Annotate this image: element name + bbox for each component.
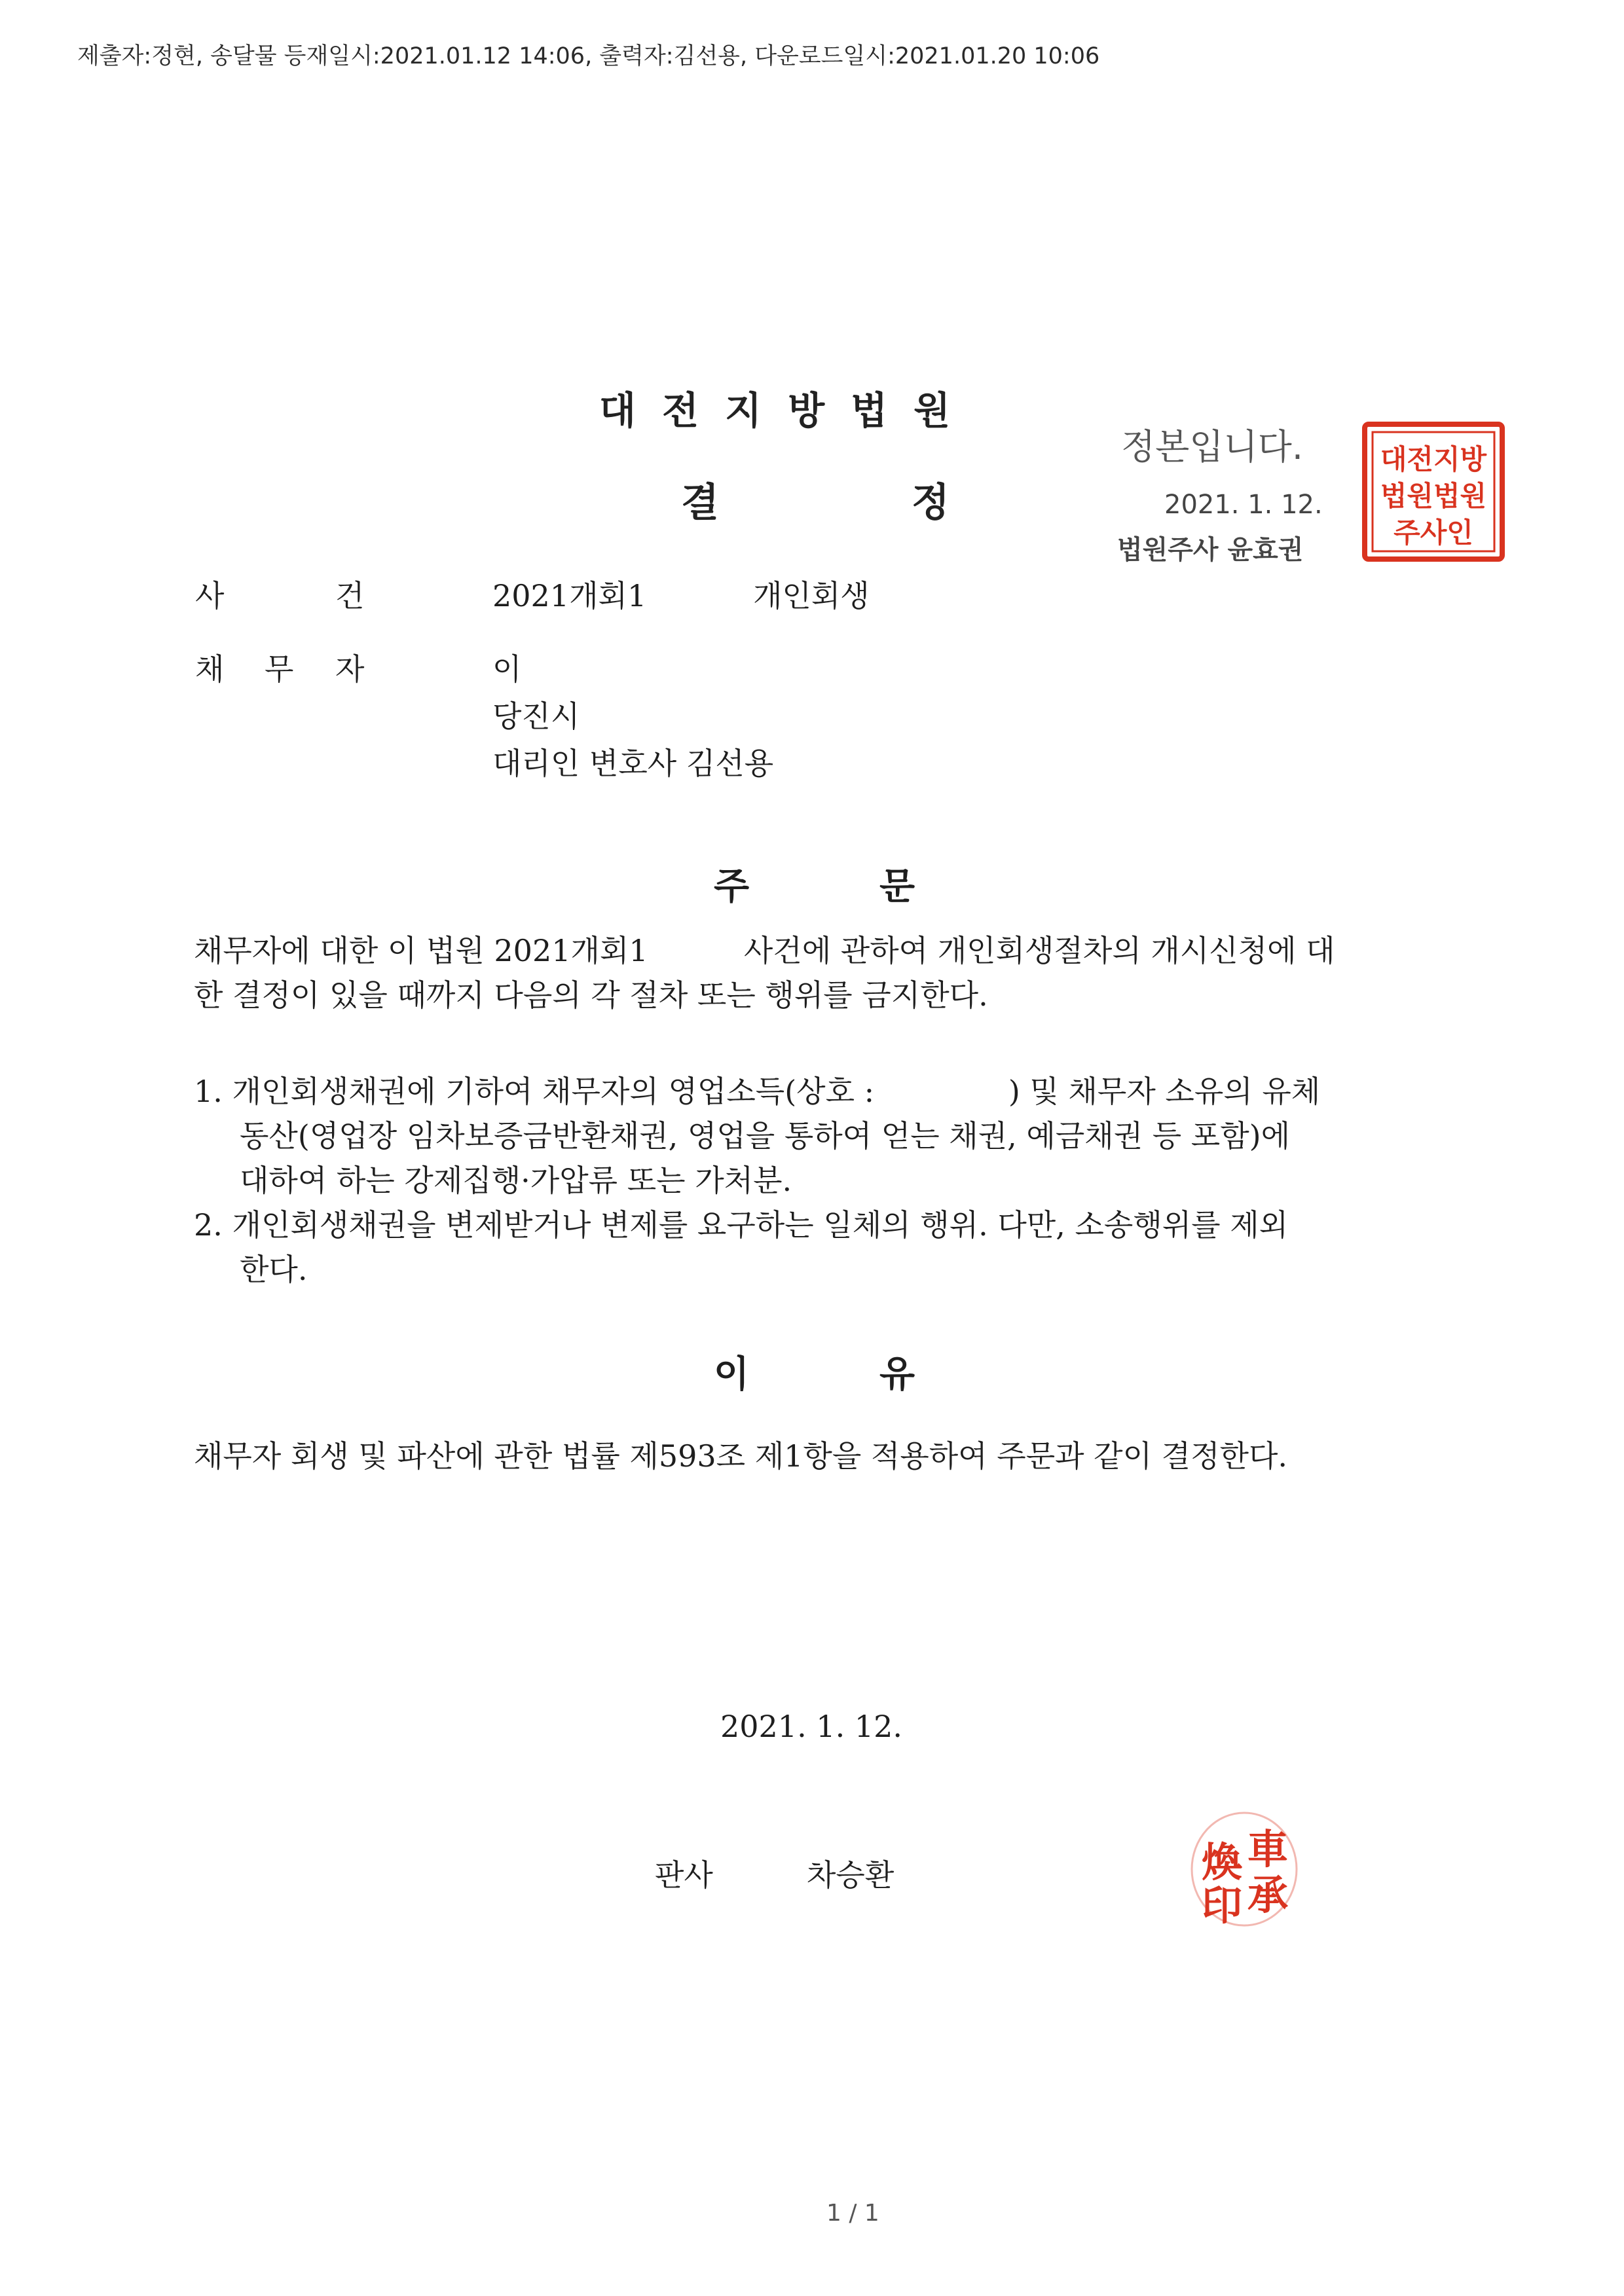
court-name: 대전지방법원 — [599, 388, 977, 433]
debtor-label-char-1: 채 — [195, 651, 225, 687]
document-title-left: 결 — [681, 480, 719, 526]
judge-seal-char-3: 煥 — [1201, 1838, 1243, 1886]
seal-line-1: 대전지방 — [1380, 443, 1487, 475]
court-clerk-seal — [1361, 420, 1506, 563]
decision-date: 2021. 1. 12. — [720, 1709, 902, 1744]
order-item-1-line-2: 동산(영업장 임차보증금반환채권, 영업을 통하여 얻는 채권, 예금채권 등 포함)에 — [240, 1118, 1291, 1154]
order-intro-line-2: 한 결정이 있을 때까지 다음의 각 절차 또는 행위를 금지한다. — [194, 977, 988, 1013]
order-item-2-line-2: 한다. — [240, 1252, 308, 1287]
order-heading-left: 주 — [714, 866, 750, 908]
reason-text: 채무자 회생 및 파산에 관한 법률 제593조 제1항을 적용하여 주문과 같이 결정한다. — [194, 1438, 1288, 1474]
debtor-label-char-2: 무 — [265, 651, 294, 687]
certified-copy-clerk: 법원주사 윤효권 — [1117, 535, 1304, 565]
judge-name: 차승환 — [807, 1857, 895, 1893]
order-item-1-line-1: 1. 개인회생채권에 기하여 채무자의 영업소득(상호 : ) 및 채무자 소유의 유체 — [194, 1074, 1321, 1109]
seal-line-3: 주사인 — [1393, 517, 1473, 549]
order-heading-right: 문 — [879, 866, 915, 908]
certified-copy-text: 정본입니다. — [1121, 426, 1303, 467]
case-label-char-1: 사 — [195, 578, 225, 613]
judge-title: 판사 — [655, 1857, 713, 1893]
order-intro-line-1: 채무자에 대한 이 법원 2021개회1 사건에 관하여 개인회생절차의 개시신청에 대 — [194, 933, 1335, 968]
debtor-label-char-3: 자 — [335, 651, 365, 687]
page-number: 1 / 1 — [826, 2200, 879, 2227]
case-label-char-2: 건 — [335, 578, 365, 613]
order-item-1-line-3: 대하여 하는 강제집행·가압류 또는 가처분. — [240, 1163, 792, 1198]
certified-copy-date: 2021. 1. 12. — [1164, 490, 1323, 520]
reason-heading-left: 이 — [714, 1353, 750, 1396]
judge-seal-char-4: 印 — [1201, 1882, 1243, 1929]
case-type: 개인회생 — [753, 578, 870, 613]
document-title-right: 정 — [912, 480, 950, 526]
debtor-name: 이 — [492, 651, 522, 687]
debtor-address: 당진시 — [492, 699, 580, 734]
judge-seal-char-1: 車 — [1247, 1825, 1289, 1873]
judge-seal-char-2: 承 — [1247, 1871, 1289, 1919]
debtor-attorney: 대리인 변호사 김선용 — [492, 746, 774, 781]
seal-line-2: 법원법원 — [1380, 480, 1487, 512]
case-number: 2021개회1 — [492, 578, 647, 613]
order-item-2-line-1: 2. 개인회생채권을 변제받거나 변제를 요구하는 일체의 행위. 다만, 소송행위를 제외 — [194, 1207, 1289, 1243]
document-header-line: 제출자:정현, 송달물 등재일시:2021.01.12 14:06, 출력자:김선용, 다운로드일시:2021.01.20 10:06 — [77, 43, 1100, 69]
reason-heading-right: 유 — [879, 1353, 915, 1396]
judge-seal — [1185, 1807, 1303, 1931]
